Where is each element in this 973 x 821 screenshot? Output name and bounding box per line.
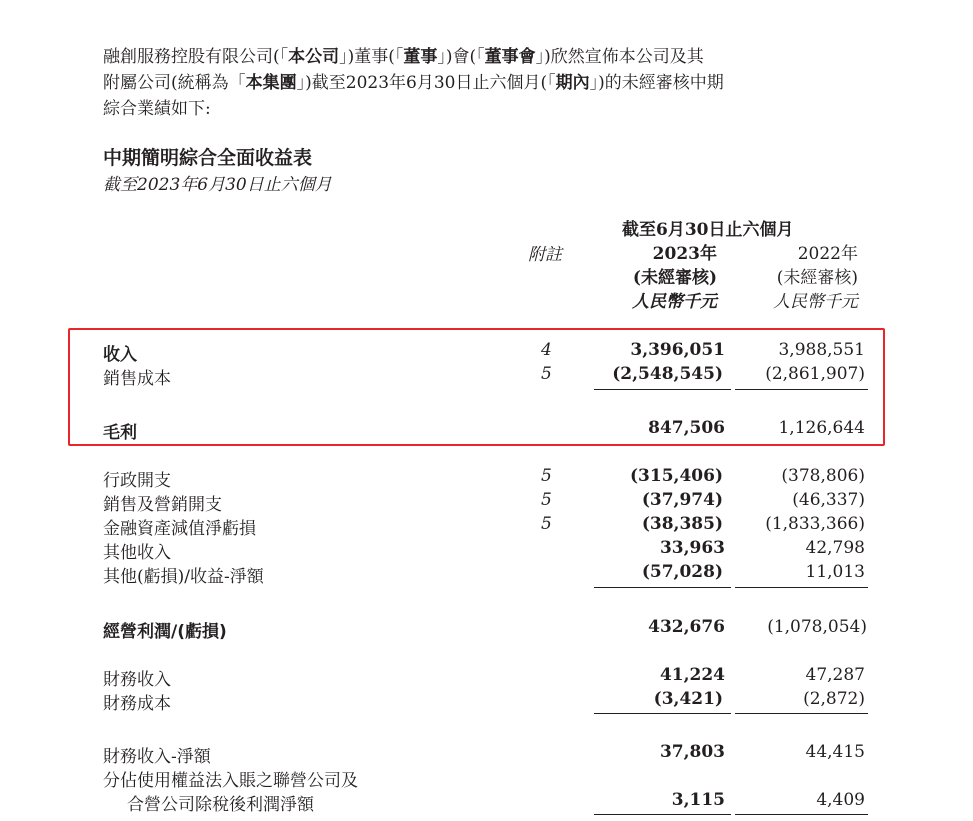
value-2023: (3,421) xyxy=(653,689,723,709)
value-2022: 42,798 xyxy=(805,538,865,558)
intro-line-2 xyxy=(103,70,903,96)
value-2022: (46,337) xyxy=(792,490,865,510)
value-2022: (1,833,366) xyxy=(765,514,865,534)
intro-text: 」)欣然宣佈本公司及其 xyxy=(535,47,704,67)
table-row xyxy=(0,538,973,562)
subtotal-rule xyxy=(594,713,731,714)
intro-text: 附屬公司(統稱為「 xyxy=(103,73,246,93)
value-2023: (37,974) xyxy=(641,490,723,510)
row-label: 其他(虧損)/收益-淨額 xyxy=(103,567,264,587)
value-2022: (1,078,054) xyxy=(767,617,867,637)
intro-line-1 xyxy=(103,44,903,70)
col-2022-year: 2022年 xyxy=(797,244,858,264)
period-header: 截至6月30日止六個月 xyxy=(622,220,794,240)
row-label: 合營公司除稅後利潤淨額 xyxy=(127,795,314,815)
row-label: 經營利潤/(虧損) xyxy=(103,622,227,642)
value-2023: 3,396,051 xyxy=(630,340,725,360)
value-2023: (38,385) xyxy=(641,514,723,534)
value-2023: 432,676 xyxy=(648,617,725,637)
table-row xyxy=(0,790,973,814)
value-2022: 4,409 xyxy=(816,790,865,810)
table-row xyxy=(0,466,973,490)
intro-paragraph xyxy=(103,44,903,122)
table-row xyxy=(0,562,973,586)
intro-text: 融創服務控股有限公司(「 xyxy=(103,47,289,67)
statement-subtitle: 截至2023年6月30日止六個月 xyxy=(103,175,332,195)
table-row xyxy=(0,490,973,514)
note-column-header: 附註 xyxy=(528,245,562,265)
value-2023: 37,803 xyxy=(659,742,725,762)
highlight-box xyxy=(68,328,885,446)
value-2023: 41,224 xyxy=(659,665,725,685)
table-row xyxy=(0,665,973,689)
intro-line-3: 綜合業績如下: xyxy=(103,99,211,119)
value-2022: (2,872) xyxy=(803,689,865,709)
value-2023: (2,548,545) xyxy=(612,364,723,384)
col-2022-status: (未經審核) xyxy=(776,268,858,288)
intro-text: 」)會(「 xyxy=(437,47,485,67)
row-label: 銷售及營銷開支 xyxy=(103,495,222,515)
statement-title: 中期簡明綜合全面收益表 xyxy=(103,147,313,169)
value-2023: (315,406) xyxy=(630,466,723,486)
value-2022: (2,861,907) xyxy=(765,364,865,384)
table-row xyxy=(0,617,973,641)
defined-term-board: 董事會 xyxy=(484,47,536,67)
row-label: 行政開支 xyxy=(103,471,171,491)
row-label: 財務成本 xyxy=(103,694,171,714)
col-2023-unit: 人民幣千元 xyxy=(632,292,717,312)
table-row xyxy=(0,766,973,790)
col-2023-year: 2023年 xyxy=(652,244,717,264)
subtotal-rule xyxy=(594,814,731,815)
value-2022: 3,988,551 xyxy=(778,340,865,360)
value-2022: 11,013 xyxy=(805,562,865,582)
row-note: 4 xyxy=(541,340,552,360)
table-row xyxy=(0,742,973,766)
row-note: 5 xyxy=(541,514,552,534)
defined-term-directors: 董事 xyxy=(403,47,438,67)
value-2023: 3,115 xyxy=(671,790,725,810)
row-label: 其他收入 xyxy=(103,543,171,563)
row-note: 5 xyxy=(541,490,552,510)
col-2022-unit: 人民幣千元 xyxy=(773,292,858,312)
row-label: 毛利 xyxy=(103,423,137,443)
subtotal-rule xyxy=(735,587,868,588)
defined-term-group: 本集團 xyxy=(245,73,297,93)
row-label: 財務收入 xyxy=(103,670,171,690)
value-2022: 47,287 xyxy=(805,665,865,685)
row-note: 5 xyxy=(541,364,552,384)
subtotal-rule xyxy=(735,713,868,714)
value-2022: 44,415 xyxy=(805,742,865,762)
value-2023: 847,506 xyxy=(648,418,725,438)
intro-text: 」)董事(「 xyxy=(339,47,404,67)
row-label: 銷售成本 xyxy=(103,369,171,389)
value-2023: (57,028) xyxy=(641,562,723,582)
value-2022: (378,806) xyxy=(781,466,865,486)
col-2023-header xyxy=(632,242,717,314)
row-label: 金融資產減值淨虧損 xyxy=(103,519,256,539)
value-2022: 1,126,644 xyxy=(778,418,865,438)
row-label: 財務收入-淨額 xyxy=(103,747,211,767)
table-row xyxy=(0,514,973,538)
col-2023-status: (未經審核) xyxy=(632,268,717,288)
intro-text: 」)截至2023年6月30日止六個月(「 xyxy=(296,73,556,93)
row-label: 收入 xyxy=(103,345,137,365)
defined-term-period: 期內 xyxy=(555,73,590,93)
col-2022-header xyxy=(773,242,858,314)
row-label: 分佔使用權益法入賬之聯營公司及 xyxy=(103,771,358,791)
subtotal-rule xyxy=(594,587,731,588)
row-note: 5 xyxy=(541,466,552,486)
subtotal-rule xyxy=(735,814,868,815)
intro-text: 」)的未經審核中期 xyxy=(589,73,724,93)
table-row xyxy=(0,689,973,713)
value-2023: 33,963 xyxy=(659,538,725,558)
defined-term-company: 本公司 xyxy=(288,47,340,67)
